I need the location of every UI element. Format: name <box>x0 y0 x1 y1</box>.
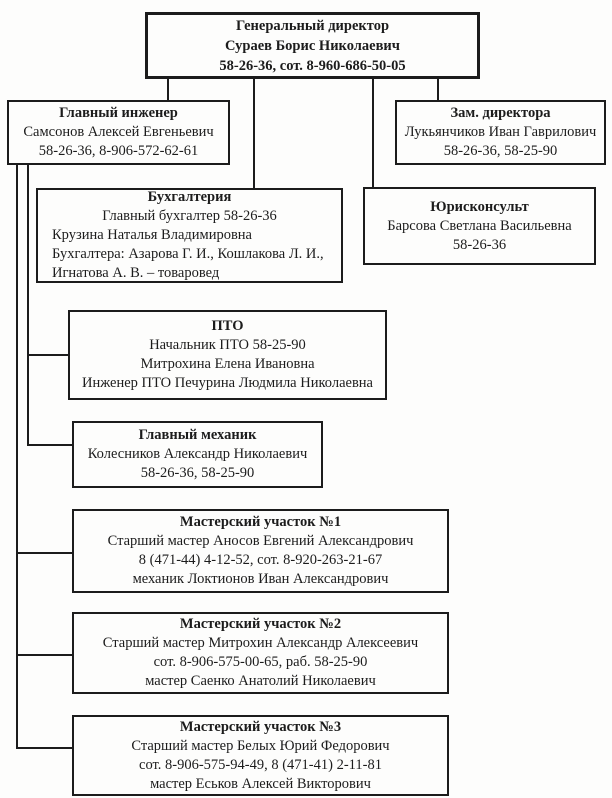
phone-line: сот. 8-906-575-94-49, 8 (471-41) 2-11-81 <box>139 756 382 773</box>
box-title: Бухгалтерия <box>147 189 232 205</box>
org-box-pto <box>68 310 387 400</box>
phone-line: 58-26-36, 58-25-90 <box>140 465 255 481</box>
box-title: Главный механик <box>138 427 257 443</box>
connector-branch-chief-mechanic <box>27 444 74 446</box>
person-line: Инженер ПТО Печурина Людмила Николаевна <box>81 375 373 391</box>
box-title: Мастерский участок №3 <box>179 718 342 735</box>
box-title: Мастерский участок №2 <box>179 616 342 632</box>
person-line: Бухгалтера: Азарова Г. И., Кошлакова Л. И., <box>52 246 324 262</box>
person-line: Игнатова А. В. – товаровед <box>52 265 220 281</box>
box-title: Мастерский участок №1 <box>179 514 342 530</box>
org-box-deputy-director <box>395 100 606 165</box>
connector-director-to-accounting <box>253 78 255 189</box>
connector-spine-inner <box>27 164 29 446</box>
org-box-workshop-3 <box>72 715 449 796</box>
person-line: Старший мастер Митрохин Александр Алексеевич <box>102 635 419 651</box>
connector-director-to-chief-engineer <box>167 78 169 101</box>
connector-spine-outer <box>16 164 18 749</box>
phone-line: 58-26-36, 8-906-572-62-61 <box>38 143 199 159</box>
phone-line: сот. 8-906-575-00-65, раб. 58-25-90 <box>153 654 368 670</box>
phone-line: 58-26-36 <box>452 236 507 253</box>
connector-director-to-deputy <box>437 78 439 101</box>
box-title: Зам. директора <box>450 105 551 121</box>
org-box-general-director <box>145 12 480 79</box>
connector-branch-workshop2 <box>16 654 74 656</box>
connector-branch-workshop1 <box>16 552 74 554</box>
box-title: ПТО <box>211 318 244 334</box>
person-line: Барсова Светлана Васильевна <box>387 217 572 234</box>
chief-accountant-line: Главный бухгалтер 58-26-36 <box>102 208 277 224</box>
person-line: Лукьянчиков Иван Гаврилович <box>404 124 597 140</box>
org-box-workshop-2 <box>72 612 449 694</box>
person-line: Сураев Борис Николаевич <box>225 37 400 54</box>
phone-line: 58-26-36, сот. 8-960-686-50-05 <box>219 57 406 74</box>
person-line: Самсонов Алексей Евгеньевич <box>23 124 214 140</box>
person-line: Колесников Александр Николаевич <box>87 446 308 462</box>
org-box-legal-counsel <box>363 187 596 265</box>
org-box-workshop-1 <box>72 509 449 593</box>
org-box-accounting <box>36 188 343 283</box>
org-box-chief-mechanic <box>72 421 323 488</box>
person-line: механик Локтионов Иван Александрович <box>132 571 389 587</box>
person-line: Старший мастер Аносов Евгений Александрович <box>107 533 414 549</box>
connector-branch-workshop3 <box>16 747 74 749</box>
person-line: Крузина Наталья Владимировна <box>52 227 252 243</box>
phone-line: Начальник ПТО 58-25-90 <box>149 337 306 353</box>
org-box-chief-engineer <box>7 100 230 165</box>
phone-line: 8 (471-44) 4-12-52, сот. 8-920-263-21-67 <box>138 552 383 568</box>
phone-line: 58-26-36, 58-25-90 <box>443 143 558 159</box>
person-line: Старший мастер Белых Юрий Федорович <box>131 737 390 754</box>
connector-director-to-legal-counsel <box>372 78 374 188</box>
person-line: мастер Еськов Алексей Викторович <box>150 775 371 792</box>
person-line: Митрохина Елена Ивановна <box>140 356 315 372</box>
box-title: Генеральный директор <box>235 17 390 34</box>
connector-branch-pto <box>27 354 70 356</box>
box-title: Главный инженер <box>59 105 178 121</box>
person-line: мастер Саенко Анатолий Николаевич <box>145 673 376 689</box>
box-title: Юрисконсульт <box>430 198 529 215</box>
